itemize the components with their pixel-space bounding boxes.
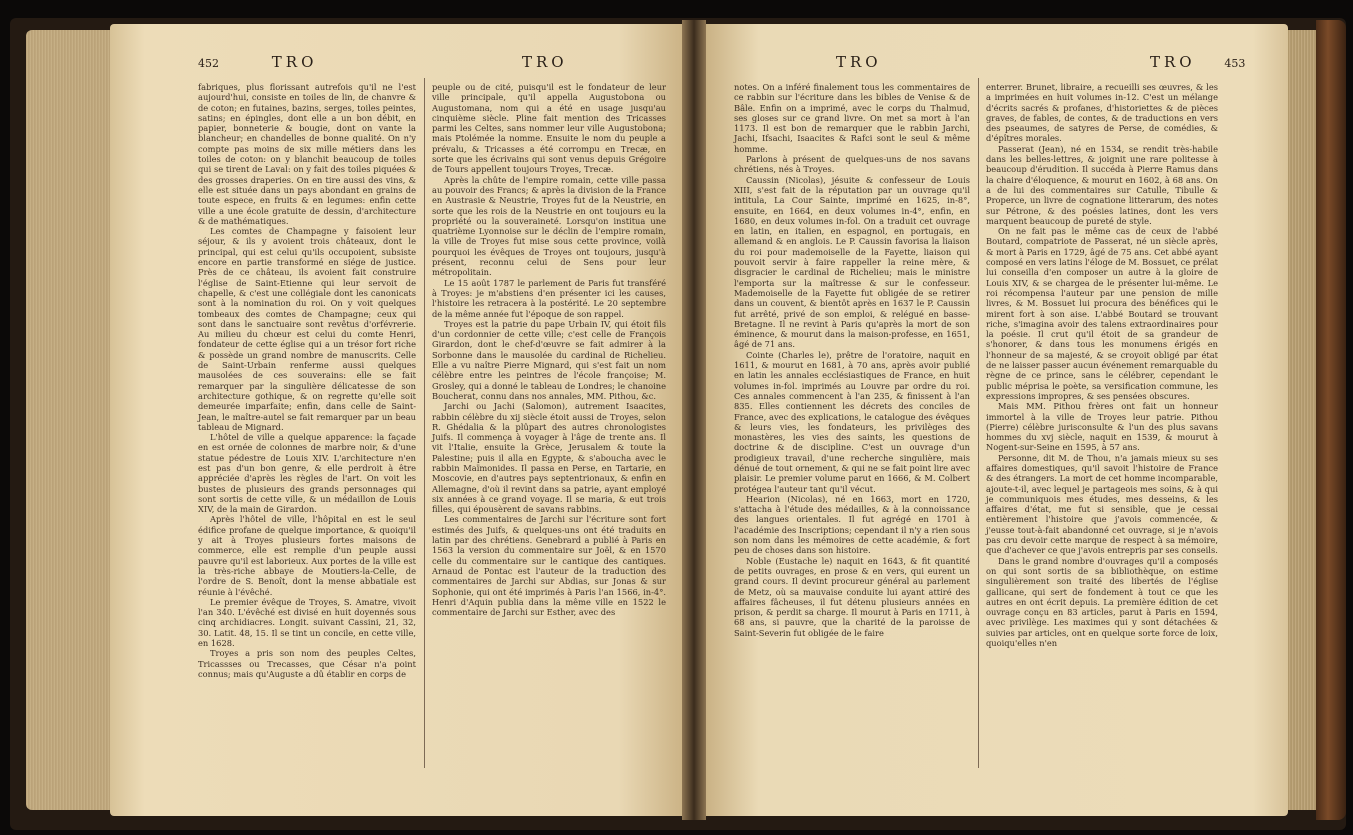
paragraph: Noble (Eustache le) naquit en 1643, & fit quantité de petits ouvrages, en prose & en vers, qui eurent un grand cours. Il devint procureur général au parlement de Metz, où sa mauvaise conduite lui ayant attiré des affaires fâcheuses, il fut détenu plusieurs années en prison, & perdit sa charge. Il mourut à Paris en 1711, à 68 ans, si pauvre, que la charité de la paroisse de Saint-Severin fut obligée de le faire — [734, 555, 970, 638]
left-page-column-1 — [198, 82, 416, 679]
paragraph: Caussin (Nicolas), jésuite & confesseur de Louis XIII, s'est fait de la réputation par un ouvrage qu'il intitula, La Cour Sainte, imprimé en 1625, in-8°, ensuite, en 1664, en deux volumes in-4°, enfin, en 1680, en deux volumes in-fol. On a traduit cet ouvrage en latin, en italien, en espagnol, en portugais, en allemand & en anglois. Le P. Caussin favorisa la liaison du roi pour mademoiselle de la Fayette, liaison qui pouvoit servir à faire rappeller la reine mère, & disgracier le cardinal de Richelieu; mais le ministre l'emporta sur la maîtresse & sur le confesseur. Mademoiselle de la Fayette fut obligée de se retirer dans un couvent, & bientôt après en 1637 le P. Caussin fut arrêté, privé de son emploi, & relégué en basse-Bretagne. Il ne revint à Paris qu'après la mort de son éminence, & mourut dans la maison-professe, en 1651, âgé de 71 ans. — [734, 174, 970, 350]
paragraph: Les comtes de Champagne y faisoient leur séjour, & ils y avoient trois châteaux, dont le principal, qui est celui qu'ils occupoient, subsiste encore en partie transformé en siége de justice. Près de ce château, ils avoient fait construire l'église de Saint-Etienne qui leur servoit de chapelle, & c'est une collégiale dont les canonicats sont à la nomination du roi. On y voit quelques tombeaux des comtes de Champagne; ceux qui sont dans le sanctuaire sont revêtus d'orfévrerie. Au milieu du chœur est celui du comte Henri, fondateur de cette église qui a un trésor fort riche & possède un grand nombre de manuscrits. Celle de Saint-Urbain renferme aussi quelques mausolées de ces souverains: elle se fait remarquer par la singulière délicatesse de son architecture gothique, & on regrette qu'elle soit demeurée imparfaite; enfin, dans celle de Saint-Jean, le maître-autel se fait remarquer par un beau tableau de Mignard. — [198, 226, 416, 432]
paragraph: Personne, dit M. de Thou, n'a jamais mieux su ses affaires domestiques, qu'il savoit l'histoire de France & des étrangers. La mort de cet homme incomparable, ajoute-t-il, avec lequel je partageois mes soins, & à qui je communiquois mes études, mes desseins, & les affaires d'état, me fut si sensible, que je cessai entièrement l'histoire que j'avois commencée, & j'eusse tout-à-fait abandonné cet ouvrage, si je n'avois pas cru devoir cette marque de respect à sa mémoire, que d'achever ce que j'avois entrepris par ses conseils. — [986, 452, 1218, 556]
paragraph: Le 15 août 1787 le parlement de Paris fut transféré à Troyes: je m'abstiens d'en présenter ici les causes, l'histoire les retracera à la postérité. Le 20 septembre de la même année fut l'époque de son rappel. — [432, 277, 666, 319]
book-cover-edge — [1316, 20, 1346, 820]
paragraph: enterrer. Brunet, libraire, a recueilli ses œuvres, & les a imprimées en huit volumes in-12. C'est un mélange d'écrits sacrés & profanes, d'historiettes & de pièces graves, de fables, de contes, & de traductions en vers des pseaumes, de satyres de Perse, de comédies, & d'épîtres morales. — [986, 82, 1218, 144]
left-page-header-left — [198, 53, 317, 73]
left-running-head-1: TRO — [271, 53, 318, 71]
paragraph: Mais MM. Pithou frères ont fait un honneur immortel à la ville de Troyes leur patrie. Pithou (Pierre) célèbre jurisconsulte & l'un des plus savans hommes du xvj siècle, naquit en 1539, & mourut à Nogent-sur-Seine en 1595, à 57 ans. — [986, 401, 1218, 453]
right-page-number: 453 — [1224, 57, 1246, 70]
paragraph: Les commentaires de Jarchi sur l'écriture sont fort estimés des Juifs, & quelques-uns ont été traduits en latin par des chrétiens. Genebrard a publié à Paris en 1563 la version du commentaire sur Joël, & en 1570 celle du commentaire sur le cantique des cantiques. Arnaud de Pontac est l'auteur de la traduction des commentaires de Jarchi sur Abdias, sur Jonas & sur Sophonie, qui ont été imprimés à Paris l'an 1566, in-4°. Henri d'Aquin publia dans la même ville en 1522 le commentaire de Jarchi sur Esther, avec des — [432, 514, 666, 618]
left-page-number: 452 — [198, 57, 219, 70]
paragraph: Le premier évêque de Troyes, S. Amatre, vivoit l'an 340. L'évêché est divisé en huit doyennés sous cinq archidiacres. Longit. suivant Cassini, 21, 32, 30. Latit. 48, 15. Il se tint un concile, en cette ville, en 1628. — [198, 596, 416, 649]
left-column-divider — [424, 78, 425, 768]
left-running-head-2: TRO — [522, 53, 568, 71]
paragraph: Troyes est la patrie du pape Urbain IV, qui étoit fils d'un cordonnier de cette ville; c'est celle de François Girardon, dont le chef-d'œuvre se fait admirer à la Sorbonne dans le mausolée du cardinal de Richelieu. Elle a vu naître Pierre Mignard, qui s'est fait un nom célèbre entre les peintres de l'école françoise; M. Grosley, qui a donné le tableau de Londres; le chanoine Boucherat, connu dans nos annales, MM. Pithou, &c. — [432, 318, 666, 401]
paragraph: Après l'hôtel de ville, l'hôpital en est le seul édifice profane de quelque importance, & quoiqu'il y ait à Troyes plusieurs fortes maisons de commerce, elle est remplie d'un peuple aussi pauvre qu'il est laborieux. Aux portes de la ville est la très-riche abbaye de Moutiers-la-Celle, de l'ordre de S. Benoît, dont la mense abbatiale est réunie à l'évêché. — [198, 514, 416, 597]
paragraph: Hearion (Nicolas), né en 1663, mort en 1720, s'attacha à l'étude des médailles, & à la connoissance des langues orientales. Il fut agrégé en 1701 à l'académie des Inscriptions; cependant il n'y a rien sous son nom dans les mémoires de cette académie, & fort peu de choses dans son histoire. — [734, 493, 970, 556]
paragraph: Passerat (Jean), né en 1534, se rendit très-habile dans les belles-lettres, & joignit une rare politesse à beaucoup d'érudition. Il succéda à Pierre Ramus dans la chaire d'éloquence, & mourut en 1602, à 68 ans. On a de lui des commentaires sur Catulle, Tibulle & Properce, un livre de cognatione litterarum, des notes sur Pétrone, & des poésies latines, dont les vers marquent beaucoup de pureté de style. — [986, 143, 1218, 226]
right-page-column-2 — [986, 82, 1218, 648]
right-page-column-1 — [734, 82, 970, 638]
left-page-edges — [26, 30, 110, 810]
left-page-column-2 — [432, 82, 666, 617]
right-running-head-2: TRO — [1150, 53, 1196, 71]
paragraph: On ne fait pas le même cas de ceux de l'abbé Boutard, compatriote de Passerat, né un siècle après, & mort à Paris en 1729, âgé de 75 ans. Cet abbé ayant composé en vers latins l'éloge de M. Bossuet, ce prélat lui conseilla d'en composer un autre à la gloire de Louis XIV, & se chargea de le présenter lui-même. Le roi récompensa l'auteur par une pension de mille livres, & M. Bossuet lui procura des bénéfices qui le mirent fort à son aise. L'abbé Boutard se trouvant riche, s'imagina avoir des talens extraordinaires pour la poésie. Il crut qu'il étoit de sa grandeur de s'honorer, & dans tous les monumens érigés en l'honneur de sa majesté, & se croyoit obligé par état de ne laisser passer aucun événement remarquable du règne de ce prince, sans le célébrer, cependant le public méprisa le poète, sa versification commune, les expressions impropres, & ses pensées obscures. — [986, 226, 1218, 401]
paragraph: notes. On a inféré finalement tous les commentaires de ce rabbin sur l'écriture dans les bibles de Venise & de Bâle. Enfin on a imprimé, avec le corps du Thalmud, ses gloses sur ce grand livre. On met sa mort à l'an 1173. Il est bon de remarquer que le rabbin Jarchi, Jachi, Ifsachi, Isaacites & Rafci sont le seul & même homme. — [734, 82, 970, 154]
right-page-header-right — [1150, 53, 1245, 73]
paragraph: peuple ou de cité, puisqu'il est le fondateur de leur ville principale, qu'il appella Augustobona ou Augustomana, nom qui a été en usage jusqu'au cinquième siècle. Pline fait mention des Tricasses parmi les Celtes, sans nommer leur ville Augustobona; mais Ptolémée la nomme. Ensuite le nom du peuple a prévalu, & Tricasses a été corrompu en Trecæ, en sorte que les écrivains qui sont venus depuis Grégoire de Tours appellent toujours Troyes, Trecæ. — [432, 82, 666, 175]
right-running-head-1: TRO — [836, 53, 882, 71]
left-page-header-right — [522, 53, 568, 73]
paragraph: Dans le grand nombre d'ouvrages qu'il a composés on qui sont sortis de sa bibliothèque, on estime singulièrement son traité des libertés de l'église gallicane, qui sert de fondement à tout ce que les autres en ont écrit depuis. La première édition de cet ouvrage conçu en 83 articles, parut à Paris en 1594, avec privilège. Les maximes qui y sont détachées & suivies par articles, ont en quelque sorte force de loix, quoiqu'elles n'en — [986, 555, 1218, 649]
book-gutter — [682, 20, 706, 820]
right-column-divider — [978, 78, 979, 768]
paragraph: Parlons à présent de quelques-uns de nos savans chrétiens, nés à Troyes. — [734, 154, 970, 175]
paragraph: Troyes a pris son nom des peuples Celtes, Tricassses ou Trecasses, que César n'a point connus; mais qu'Auguste a dû établir en corps de — [198, 648, 416, 679]
paragraph: fabriques, plus florissant autrefois qu'il ne l'est aujourd'hui, consiste en toiles de lin, de chanvre & de coton; en futaines, bazins, serges, toiles peintes, satins; en épingles, dont elle a un bon débit, en papier, bonneterie & bougie, dont on vante la blancheur; en chandelles de bonne qualité. On n'y compte pas moins de six mille métiers dans les toiles de coton: on y blanchit beaucoup de toiles qui se tirent de Laval: on y fait des toiles piquées & des grosses draperies. On en tire aussi des vins, & elle est située dans un pays abondant en grains de toute espece, en fruits & en legumes: enfin cette ville a une école gratuite de dessin, d'architecture & de mathématiques. — [198, 82, 416, 226]
paragraph: Cointe (Charles le), prêtre de l'oratoire, naquit en 1611, & mourut en 1681, à 70 ans, après avoir publié en latin les annales ecclésiastiques de France, en huit volumes in-fol. imprimés au Louvre par ordre du roi. Ces annales commencent à l'an 235, & finissent à l'an 835. Elles contiennent les décrets des conciles de France, avec des explications, le catalogue des évêques & leurs vies, les fondateurs, les privilèges des monastères, les vies des saints, les questions de doctrine & de discipline. C'est un ouvrage d'un prodigieux travail, d'une recherche singulière, mais dénué de tout ornement, & qui ne se fait point lire avec plaisir. Le premier volume parut en 1666, & M. Colbert protégea l'auteur tant qu'il vécut. — [734, 349, 970, 494]
paragraph: L'hôtel de ville a quelque apparence: la façade en est ornée de colonnes de marbre noir, & d'une statue pédestre de Louis XIV. L'architecture n'en est pas d'un bon genre, & elle perdroit à être appréciée d'après les règles de l'art. On voit les bustes de plusieurs des grands personnages qui sont sortis de cette ville, & un médaillon de Louis XIV, de la main de Girardon. — [198, 432, 416, 515]
paragraph: Après la chûte de l'empire romain, cette ville passa au pouvoir des Francs; & après la division de la France en Austrasie & Neustrie, Troyes fut de la Neustrie, en sorte que les rois de la Neustrie en ont toujours eu la propriété ou la souveraineté. Lorsqu'on institua une quatrième Lyonnoise sur le déclin de l'empire romain, la ville de Troyes fut mise sous cette province, voilà pourquoi les évêques de Troyes ont toujours, jusqu'à présent, reconnu celui de Sens pour leur métropolitain. — [432, 174, 666, 278]
paragraph: Jarchi ou Jachi (Salomon), autrement Isaacites, rabbin célèbre du xij siècle étoit aussi de Troyes, selon R. Ghédalia & la plûpart des autres chronologistes Juifs. Il commença à voyager à l'âge de trente ans. Il vit l'Italie, ensuite la Grèce, Jerusalem & toute la Palestine; puis il alla en Egypte, & s'aboucha avec le rabbin Maïmonides. Il passa en Perse, en Tartarie, en Moscovie, en d'autres pays septentrionaux, & enfin en Allemagne, d'où il revint dans sa patrie, ayant employé six années à ce grand voyage. Il se maria, & eut trois filles, qui épousèrent de savans rabbins. — [432, 401, 666, 515]
right-page-header-left — [836, 53, 882, 73]
